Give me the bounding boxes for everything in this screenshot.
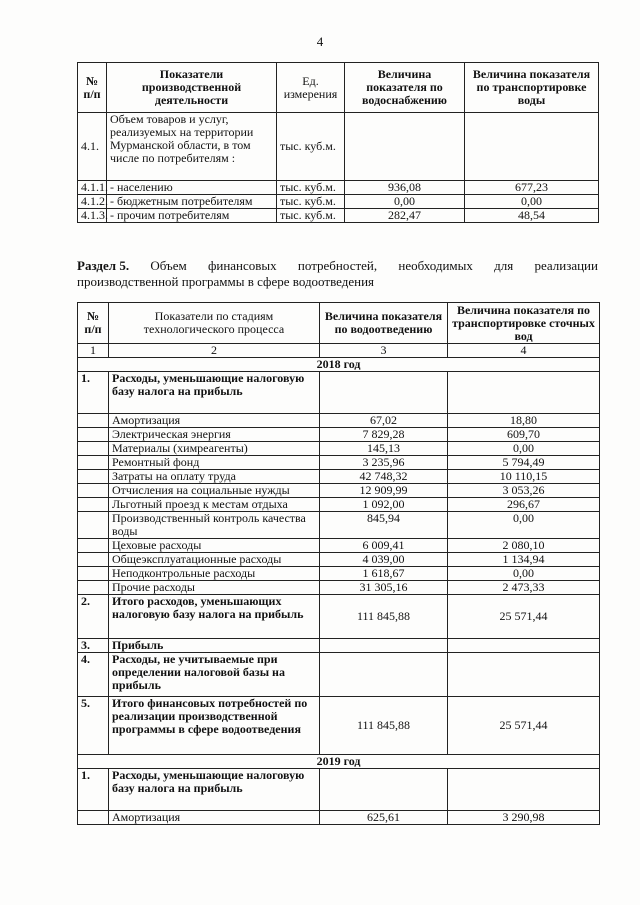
column-numbers-row [78, 344, 600, 358]
section-heading-line-2: производственной программы в сфере водоотведения [77, 274, 375, 289]
row-value-3: 4 039,00 [320, 553, 448, 567]
row-num [78, 484, 109, 498]
row-value-3: 12 909,99 [320, 484, 448, 498]
row-label: - бюджетным потребителям [107, 195, 277, 209]
row-value-4: 609,70 [448, 428, 600, 442]
row-water: 282,47 [345, 209, 465, 223]
table-row [78, 553, 600, 567]
row-value-3 [320, 372, 448, 414]
row-value-4: 1 134,94 [448, 553, 600, 567]
row-value-3: 3 235,96 [320, 456, 448, 470]
row-value-4: 2 473,33 [448, 581, 600, 595]
row-label: Амортизация [109, 414, 320, 428]
row-num [78, 567, 109, 581]
row-value-4: 25 571,44 [448, 595, 600, 639]
row-value-4: 0,00 [448, 567, 600, 581]
row-label: Амортизация [109, 811, 320, 825]
row-label: Производственный контроль качества воды [109, 512, 320, 539]
table-row [78, 209, 599, 223]
year-row-2019 [78, 755, 600, 769]
col-number: 3 [320, 344, 448, 358]
row-unit: тыс. куб.м. [277, 195, 345, 209]
row-num [78, 512, 109, 539]
row-label: - прочим потребителям [107, 209, 277, 223]
row-value-4: 25 571,44 [448, 697, 600, 755]
row-num [78, 498, 109, 512]
table-row [78, 595, 600, 639]
row-num [78, 414, 109, 428]
table-row [78, 470, 600, 484]
page-number: 4 [316, 34, 324, 49]
table-row [78, 195, 599, 209]
row-value-3: 6 009,41 [320, 539, 448, 553]
row-value-3: 111 845,88 [320, 697, 448, 755]
table-row [78, 456, 600, 470]
table-row [78, 539, 600, 553]
row-label: Прибыль [109, 639, 320, 653]
row-value-4: 0,00 [448, 512, 600, 539]
table-row [78, 442, 600, 456]
row-label: Цеховые расходы [109, 539, 320, 553]
row-value-4: 296,67 [448, 498, 600, 512]
heading-word: финансовых [207, 258, 277, 273]
header-drainage: Величина показателя по водоотведению [320, 303, 448, 344]
row-value-3 [320, 653, 448, 697]
heading-word: необходимых [398, 258, 473, 273]
row-value-4 [448, 769, 600, 811]
row-value-4: 10 110,15 [448, 470, 600, 484]
row-transport: 0,00 [465, 195, 599, 209]
row-num [78, 428, 109, 442]
row-transport: 48,54 [465, 209, 599, 223]
row-transport [465, 113, 599, 181]
row-value-3: 42 748,32 [320, 470, 448, 484]
row-value-4: 2 080,10 [448, 539, 600, 553]
row-value-4 [448, 653, 600, 697]
row-unit: тыс. куб.м. [277, 181, 345, 195]
row-num: 2. [78, 595, 109, 639]
items-2019 [78, 811, 600, 825]
table-header-row [78, 303, 600, 344]
section-heading-line-1 [77, 258, 598, 274]
row-num: 4.1.1. [78, 181, 107, 195]
row-value-4: 3 053,26 [448, 484, 600, 498]
year-row-2018 [78, 358, 600, 372]
table-row [78, 769, 600, 811]
row-unit: тыс. куб.м. [277, 209, 345, 223]
row-value-4: 18,80 [448, 414, 600, 428]
row-label: Льготный проезд к местам отдыха [109, 498, 320, 512]
table-row [78, 484, 600, 498]
header-stages: Показатели по стадиям технологического процесса [109, 303, 320, 344]
table-row [78, 697, 600, 755]
row-num: 4.1. [78, 113, 107, 181]
row-value-3: 845,94 [320, 512, 448, 539]
table-row [78, 181, 599, 195]
row-transport: 677,23 [465, 181, 599, 195]
header-num: № п/п [78, 303, 109, 344]
table-row [78, 567, 600, 581]
row-label: Электрическая энергия [109, 428, 320, 442]
row-label: - населению [107, 181, 277, 195]
row-value-3 [320, 639, 448, 653]
row-water [345, 113, 465, 181]
row-label: Неподконтрольные расходы [109, 567, 320, 581]
table-row [78, 428, 600, 442]
row-unit: тыс. куб.м. [277, 113, 345, 181]
row-label: Материалы (химреагенты) [109, 442, 320, 456]
row-num: 5. [78, 697, 109, 755]
row-label: Ремонтный фонд [109, 456, 320, 470]
row-value-3: 31 305,16 [320, 581, 448, 595]
row-value-4: 5 794,49 [448, 456, 600, 470]
col-number: 4 [448, 344, 600, 358]
row-label: Расходы, уменьшающие налоговую базу налога на прибыль [109, 372, 320, 414]
financial-needs-table [77, 302, 600, 825]
row-num: 1. [78, 372, 109, 414]
row-label: Расходы, уменьшающие налоговую базу налога на прибыль [109, 769, 320, 811]
table-row [78, 653, 600, 697]
row-value-4: 3 290,98 [448, 811, 600, 825]
header-unit: Ед. измерения [277, 63, 345, 113]
row-num [78, 442, 109, 456]
row-value-3: 111 845,88 [320, 595, 448, 639]
heading-word: Объем [150, 258, 187, 273]
items-2018 [78, 414, 600, 595]
table-row [78, 372, 600, 414]
row-water: 936,08 [345, 181, 465, 195]
row-num: 4. [78, 653, 109, 697]
row-value-4 [448, 372, 600, 414]
row-label: Затраты на оплату труда [109, 470, 320, 484]
header-transport: Величина показателя по транспортировке сточных вод [448, 303, 600, 344]
row-value-3: 7 829,28 [320, 428, 448, 442]
row-num: 3. [78, 639, 109, 653]
row-num [78, 539, 109, 553]
table-header-row [78, 63, 599, 113]
row-value-3: 1 618,67 [320, 567, 448, 581]
row-value-4 [448, 639, 600, 653]
year-label: 2019 год [78, 755, 600, 769]
section-5-heading [77, 258, 598, 290]
table-row [78, 414, 600, 428]
table-row [78, 512, 600, 539]
heading-word: потребностей, [297, 258, 378, 273]
heading-word: реализации [534, 258, 598, 273]
production-indicators-table [77, 62, 599, 223]
row-label: Прочие расходы [109, 581, 320, 595]
row-water: 0,00 [345, 195, 465, 209]
header-indicators: Показатели производственной деятельности [107, 63, 277, 113]
row-label: Расходы, не учитываемые при определении налоговой базы на прибыль [109, 653, 320, 697]
row-value-4: 0,00 [448, 442, 600, 456]
table-row [78, 811, 600, 825]
section-label: Раздел 5. [77, 258, 130, 273]
row-label: Итого финансовых потребностей по реализации производственной программы в сфере водоотведения [109, 697, 320, 755]
table-row [78, 498, 600, 512]
row-num [78, 470, 109, 484]
row-value-3: 67,02 [320, 414, 448, 428]
row-num: 4.1.3. [78, 209, 107, 223]
row-value-3: 625,61 [320, 811, 448, 825]
row-label: Отчисления на социальные нужды [109, 484, 320, 498]
row-value-3: 145,13 [320, 442, 448, 456]
row-num [78, 581, 109, 595]
row-num [78, 553, 109, 567]
row-value-3: 1 092,00 [320, 498, 448, 512]
table-row [78, 639, 600, 653]
row-num: 4.1.2. [78, 195, 107, 209]
col-number: 2 [109, 344, 320, 358]
heading-word: для [494, 258, 514, 273]
row-label: Объем товаров и услуг, реализуемых на территории Мурманской области, в том числе по потребителям : [107, 113, 277, 181]
row-value-3 [320, 769, 448, 811]
row-num [78, 456, 109, 470]
year-label: 2018 год [78, 358, 600, 372]
row-num: 1. [78, 769, 109, 811]
row-num [78, 811, 109, 825]
table-row [78, 581, 600, 595]
header-water: Величина показателя по водоснабжению [345, 63, 465, 113]
row-label: Итого расходов, уменьшающих налоговую базу налога на прибыль [109, 595, 320, 639]
row-label: Общеэксплуатационные расходы [109, 553, 320, 567]
header-num: № п/п [78, 63, 107, 113]
col-number: 1 [78, 344, 109, 358]
table-row [78, 113, 599, 181]
header-transport: Величина показателя по транспортировке воды [465, 63, 599, 113]
